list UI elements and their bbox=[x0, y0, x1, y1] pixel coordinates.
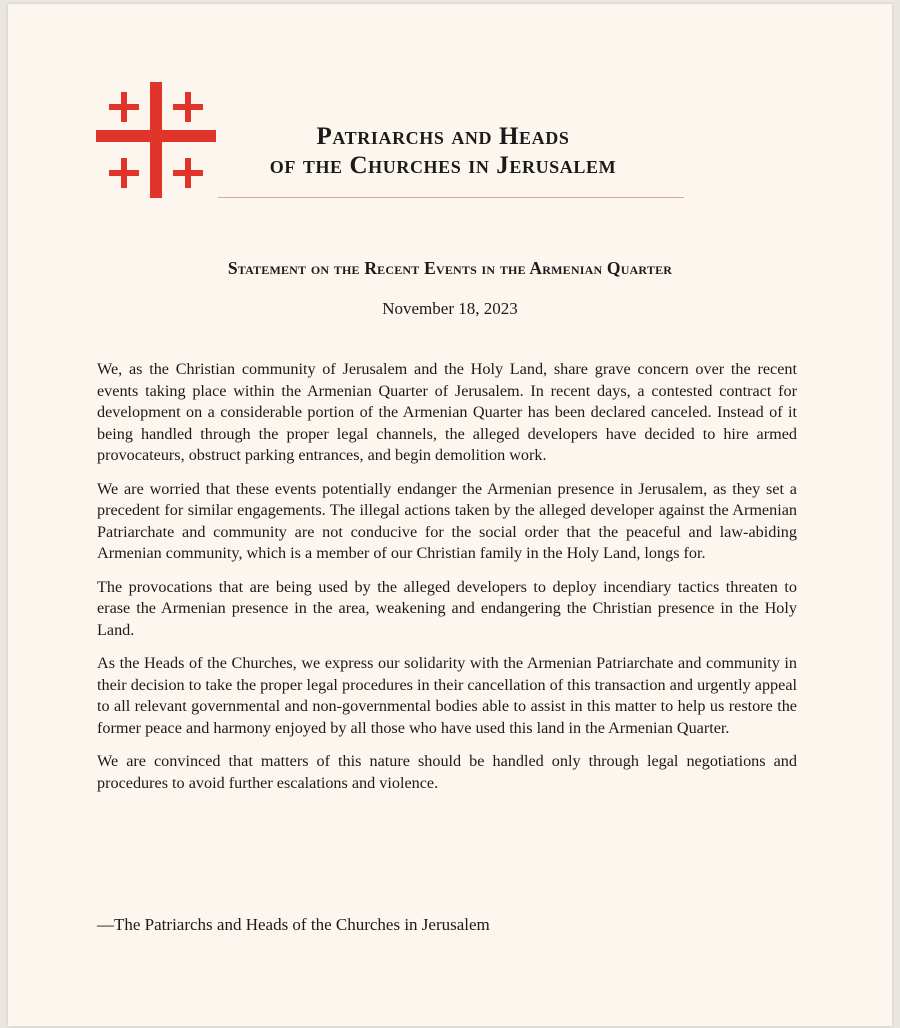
signature: —The Patriarchs and Heads of the Churches in Jerusalem bbox=[97, 915, 490, 934]
paragraph: As the Heads of the Churches, we express our solidarity with the Armenian Patriarchate and community in their decision to take the proper legal procedures in their cancellation of this transaction and urgently appeal to all relevant governmental and non-governmental bodies able to assist in this matter to help us restore the former peace and harmony enjoyed by all those who have used this land in the Armenian Quarter. bbox=[97, 654, 798, 737]
statement-body bbox=[97, 359, 797, 806]
jerusalem-cross-icon bbox=[96, 82, 220, 202]
org-name-line-1: Patriarchs and Heads bbox=[316, 123, 570, 150]
paragraph: We, as the Christian community of Jerusalem and the Holy Land, share grave concern over the recent events taking place within the Armenian Quarter of Jerusalem. In recent days, a contested contract for development on a considerable portion of the Armenian Quarter has been declared canceled. Instead of it being handled through the proper legal channels, the alleged developers have decided to hire armed provocateurs, obstruct parking entrances, and begin demolition work. bbox=[97, 360, 797, 464]
paragraph: We are worried that these events potentially endanger the Armenian presence in Jerusalem, as they set a precedent for similar engagements. The illegal actions taken by the alleged developer against the Armenian Patriarchate and community are not conducive for the social order that the peaceful and law-abiding Armenian community, which is a member of our Christian family in the Holy Land, longs for. bbox=[97, 479, 797, 562]
paragraph: We are convinced that matters of this nature should be handled only through legal negotiations and procedures to avoid further escalations and violence. bbox=[97, 752, 797, 792]
statement-date: November 18, 2023 bbox=[382, 299, 518, 318]
organization-name bbox=[218, 122, 668, 180]
header-divider bbox=[218, 197, 684, 198]
paragraph: The provocations that are being used by the alleged developers to deploy incendiary tactics threaten to erase the Armenian presence in the area, weakening and endangering the Christian presence in the Holy Land. bbox=[97, 577, 797, 639]
org-name-line-2: of the Churches in Jerusalem bbox=[269, 152, 617, 179]
statement-title: Statement on the Recent Events in the Armenian Quarter bbox=[227, 258, 673, 278]
document-page bbox=[8, 4, 892, 1026]
